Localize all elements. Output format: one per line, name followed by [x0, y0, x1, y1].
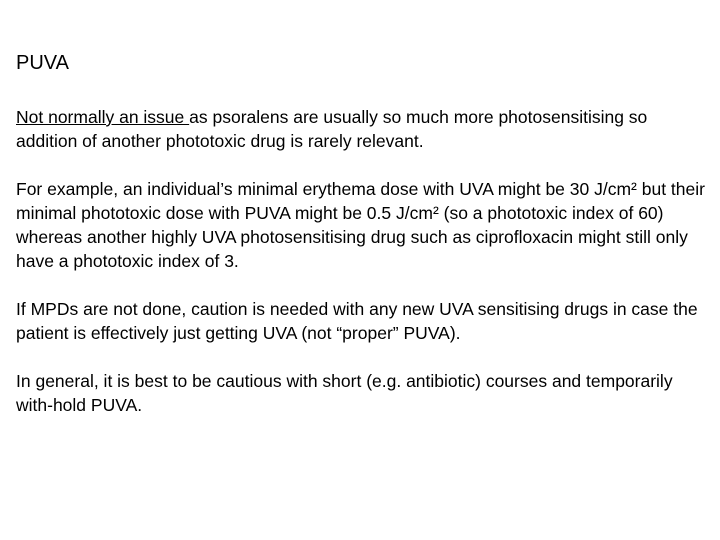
slide-body: [16, 105, 706, 417]
slide-title: PUVA: [16, 52, 69, 74]
paragraph-example: For example, an individual’s minimal erythema dose with UVA might be 30 J/cm² but their minimal phototoxic dose with PUVA might be 0.5 J/cm² (so a phototoxic index of 60) whereas another highly UVA photosensitising drug such as ciprofloxacin might still only have a phototoxic index of 3.: [16, 179, 705, 271]
paragraph-intro: [16, 105, 706, 153]
paragraph-intro-rest: as psoralens are usually so much more photosensitising so addition of another phototoxic drug is rarely relevant.: [16, 107, 648, 151]
underlined-phrase: Not normally an issue: [16, 107, 190, 127]
paragraph-general-advice: In general, it is best to be cautious with short (e.g. antibiotic) courses and temporarily with-hold PUVA.: [16, 371, 673, 415]
paragraph-mpd-caution: If MPDs are not done, caution is needed with any new UVA sensitising drugs in case the patient is effectively just getting UVA (not “proper” PUVA).: [16, 299, 698, 343]
